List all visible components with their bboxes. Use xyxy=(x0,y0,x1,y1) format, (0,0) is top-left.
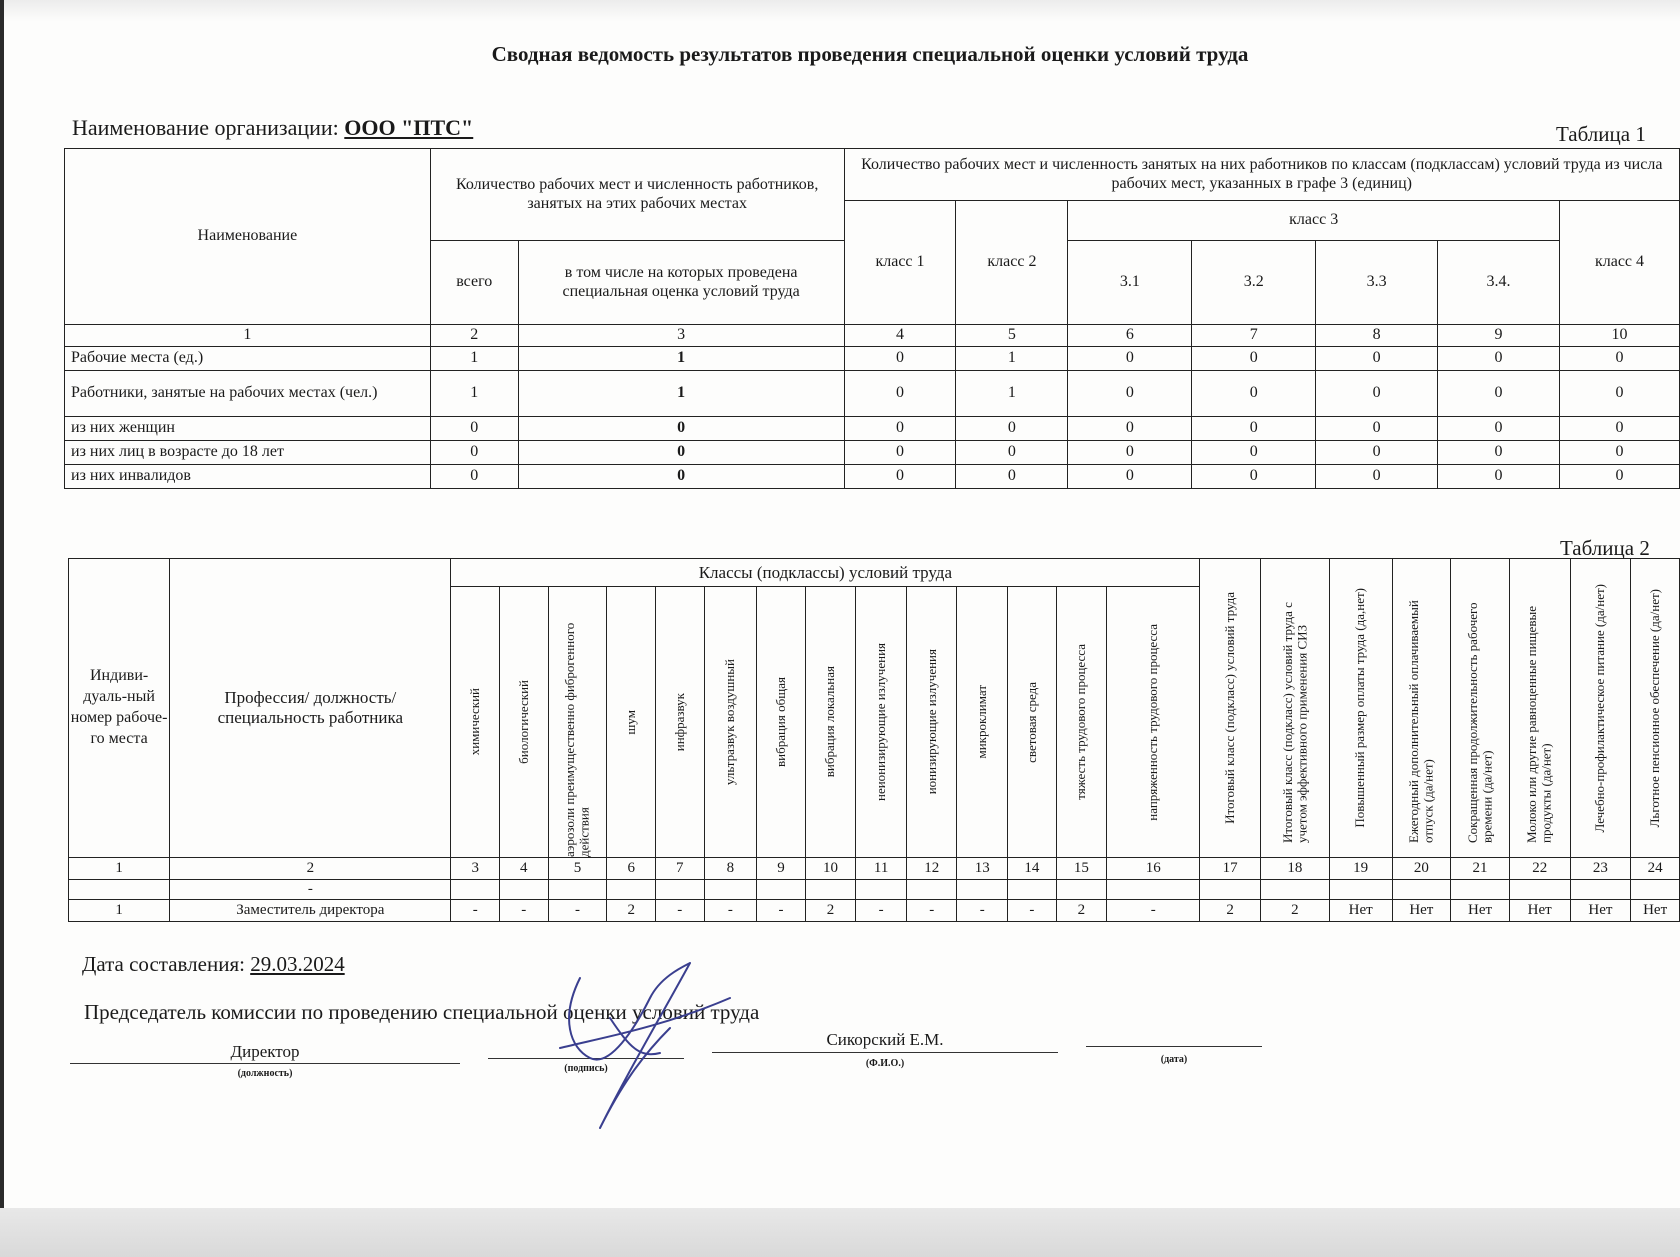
cell: 2 xyxy=(1056,900,1107,922)
cell: 0 xyxy=(1438,347,1560,371)
cell: 0 xyxy=(1316,417,1438,441)
factor-header xyxy=(500,587,549,858)
cell: 1 xyxy=(430,347,518,371)
header-extra-text: Лечебно-профилактическое питание (да/нет) xyxy=(1592,583,1608,833)
cell: 0 xyxy=(430,465,518,489)
colnum: 15 xyxy=(1056,858,1107,880)
cell: - xyxy=(704,900,757,922)
cell: - xyxy=(548,900,607,922)
factor-text: микроклимат xyxy=(974,685,990,759)
table-row xyxy=(65,465,1680,489)
factor-header xyxy=(548,587,607,858)
position-line xyxy=(70,1063,460,1064)
cell: 0 xyxy=(1560,347,1680,371)
scan-shadow-top xyxy=(0,0,1680,22)
factor-header xyxy=(957,587,1008,858)
cell: 0 xyxy=(1316,347,1438,371)
colnum: 9 xyxy=(757,858,806,880)
factor-header xyxy=(704,587,757,858)
colnum: 10 xyxy=(805,858,856,880)
table1-label: Таблица 1 xyxy=(1556,122,1646,146)
factor-header xyxy=(1008,587,1057,858)
header-3-2: 3.2 xyxy=(1192,241,1316,325)
cell: 0 xyxy=(1068,371,1192,417)
cell: - xyxy=(170,880,451,900)
colnum: 13 xyxy=(957,858,1008,880)
cell: - xyxy=(500,900,549,922)
header-classes: Классы (подклассы) условий труда xyxy=(451,559,1200,587)
cell: 0 xyxy=(844,417,956,441)
header-class1: класс 1 xyxy=(844,201,956,325)
factor-header xyxy=(1107,587,1200,858)
colnum: 24 xyxy=(1631,858,1680,880)
organization-name: ООО "ПТС" xyxy=(344,115,474,140)
handwritten-signature xyxy=(540,958,740,1138)
cell: 1 xyxy=(69,900,170,922)
cell: 2 xyxy=(1260,900,1329,922)
header-group1: Количество рабочих мест и численность работников, занятых на этих рабочих местах xyxy=(430,149,844,241)
cell: 1 xyxy=(956,371,1068,417)
cell: 0 xyxy=(518,465,844,489)
position-caption: (должность) xyxy=(237,1068,293,1079)
cell: 0 xyxy=(1438,417,1560,441)
fio-caption: (Ф.И.О.) xyxy=(865,1058,905,1069)
commission-chair-caption: Председатель комиссии по проведению специальной оценки условий труда xyxy=(84,1000,760,1024)
factor-header xyxy=(805,587,856,858)
table-row xyxy=(65,371,1680,417)
cell: Нет xyxy=(1509,900,1570,922)
cell: 0 xyxy=(1316,371,1438,417)
factor-text: напряженность трудового процесса xyxy=(1145,623,1161,821)
factor-text: неионизирующие излучения xyxy=(872,643,888,801)
cell: 0 xyxy=(1068,441,1192,465)
table-row xyxy=(69,900,1680,922)
workplace-table xyxy=(68,558,1680,922)
cell: 0 xyxy=(844,441,956,465)
colnum: 6 xyxy=(1068,325,1192,347)
table2-label: Таблица 2 xyxy=(1560,536,1650,560)
date-caption: (дата) xyxy=(1160,1054,1188,1065)
factor-header xyxy=(656,587,705,858)
colnum: 8 xyxy=(704,858,757,880)
colnum: 1 xyxy=(69,858,170,880)
cell: 0 xyxy=(956,417,1068,441)
cell: - xyxy=(451,900,500,922)
colnum: 14 xyxy=(1008,858,1057,880)
row-name: Работники, занятые на рабочих местах (чел.) xyxy=(65,371,431,417)
factor-text: шум xyxy=(623,709,639,735)
scan-edge xyxy=(0,0,4,1257)
colnum: 7 xyxy=(656,858,705,880)
cell: 0 xyxy=(430,417,518,441)
header-extra-text: Повышенный размер оплаты труда (да,нет) xyxy=(1352,588,1368,828)
table-row xyxy=(69,880,1680,900)
cell: 1 xyxy=(956,347,1068,371)
colnum: 11 xyxy=(856,858,907,880)
signer-fio: Сикорский Е.М. xyxy=(826,1030,944,1049)
colnum: 12 xyxy=(906,858,957,880)
colnum: 4 xyxy=(500,858,549,880)
colnum: 9 xyxy=(1438,325,1560,347)
colnum: 2 xyxy=(170,858,451,880)
cell: 0 xyxy=(1438,441,1560,465)
header-total: всего xyxy=(430,241,518,325)
date-line xyxy=(1086,1046,1262,1047)
factor-text: ионизирующие излучения xyxy=(923,649,939,795)
factor-text: световая среда xyxy=(1023,681,1039,763)
cell: 0 xyxy=(1560,371,1680,417)
cell: 0 xyxy=(1560,441,1680,465)
header-extra-24 xyxy=(1631,559,1680,858)
header-extra-18 xyxy=(1260,559,1329,858)
cell: - xyxy=(757,900,806,922)
table-row xyxy=(65,441,1680,465)
cell: 0 xyxy=(518,417,844,441)
summary-table xyxy=(64,148,1680,489)
header-extra-text: Итоговый класс (подкласс) условий труда с учетом эффективного применения СИЗ xyxy=(1279,602,1309,843)
cell xyxy=(69,880,170,900)
cell: 0 xyxy=(1560,465,1680,489)
colnum: 17 xyxy=(1200,858,1261,880)
cell: 1 xyxy=(430,371,518,417)
header-extra-22 xyxy=(1509,559,1570,858)
colnum: 23 xyxy=(1570,858,1631,880)
header-name: Наименование xyxy=(65,149,431,325)
cell: 2 xyxy=(805,900,856,922)
factor-text: вибрация общая xyxy=(772,677,788,767)
header-extra-23 xyxy=(1570,559,1631,858)
colnum: 18 xyxy=(1260,858,1329,880)
colnum: 5 xyxy=(956,325,1068,347)
factor-text: ультразвук воздушный xyxy=(722,658,738,786)
row-name: из них инвалидов xyxy=(65,465,431,489)
cell: Нет xyxy=(1451,900,1510,922)
cell: 0 xyxy=(844,371,956,417)
cell: 0 xyxy=(1192,441,1316,465)
cell: 0 xyxy=(518,441,844,465)
compile-date-value: 29.03.2024 xyxy=(250,952,345,976)
cell: 0 xyxy=(844,465,956,489)
header-extra-text: Молоко или другие равноценные пищевые продукты (да/нет) xyxy=(1524,606,1554,843)
cell: 0 xyxy=(1560,417,1680,441)
table-row xyxy=(65,347,1680,371)
colnum: 5 xyxy=(548,858,607,880)
colnum: 6 xyxy=(607,858,656,880)
header-group2: Количество рабочих мест и численность занятых на них работников по классам (подклассам) условий труда из числа рабочих мест, указанных в графе 3 (единиц) xyxy=(844,149,1679,201)
cell: 0 xyxy=(1068,417,1192,441)
header-3-3: 3.3 xyxy=(1316,241,1438,325)
factor-text: химический xyxy=(467,688,483,756)
factor-header xyxy=(607,587,656,858)
cell: Нет xyxy=(1631,900,1680,922)
colnum: 7 xyxy=(1192,325,1316,347)
column-numbers-row xyxy=(69,858,1680,880)
cell: 0 xyxy=(430,441,518,465)
cell: - xyxy=(656,900,705,922)
header-assessed: в том числе на которых проведена специальная оценка условий труда xyxy=(518,241,844,325)
cell: 0 xyxy=(844,347,956,371)
colnum: 3 xyxy=(518,325,844,347)
row-name: Рабочие места (ед.) xyxy=(65,347,431,371)
factor-text: вибрация локальная xyxy=(822,666,838,778)
colnum: 10 xyxy=(1560,325,1680,347)
row-name: из них женщин xyxy=(65,417,431,441)
column-numbers-row xyxy=(65,325,1680,347)
factor-header xyxy=(757,587,806,858)
colnum: 22 xyxy=(1509,858,1570,880)
header-workplace-id: Индиви-дуаль-ный номер рабоче-го места xyxy=(69,559,170,858)
header-extra-text: Льготное пенсионное обеспечение (да/нет) xyxy=(1646,588,1662,828)
factor-header xyxy=(451,587,500,858)
cell: - xyxy=(1107,900,1200,922)
cell: Нет xyxy=(1392,900,1451,922)
factor-header xyxy=(856,587,907,858)
cell: 0 xyxy=(1438,371,1560,417)
fio-line xyxy=(712,1052,1058,1053)
cell: 0 xyxy=(956,465,1068,489)
colnum: 1 xyxy=(65,325,431,347)
colnum: 19 xyxy=(1329,858,1392,880)
cell: 0 xyxy=(1192,371,1316,417)
cell: - xyxy=(856,900,907,922)
cell: Заместитель директора xyxy=(170,900,451,922)
header-extra-21 xyxy=(1451,559,1510,858)
header-3-1: 3.1 xyxy=(1068,241,1192,325)
colnum: 3 xyxy=(451,858,500,880)
cell: Нет xyxy=(1570,900,1631,922)
header-extra-17 xyxy=(1200,559,1261,858)
cell: 0 xyxy=(1068,347,1192,371)
cell: 2 xyxy=(607,900,656,922)
header-extra-19 xyxy=(1329,559,1392,858)
cell: - xyxy=(957,900,1008,922)
colnum: 20 xyxy=(1392,858,1451,880)
header-class2: класс 2 xyxy=(956,201,1068,325)
compile-date-label: Дата составления: xyxy=(82,952,245,976)
cell: 0 xyxy=(956,441,1068,465)
cell: 0 xyxy=(1316,465,1438,489)
cell: - xyxy=(906,900,957,922)
signer-position: Директор xyxy=(230,1042,300,1061)
cell: - xyxy=(1008,900,1057,922)
colnum: 8 xyxy=(1316,325,1438,347)
header-profession: Профессия/ должность/ специальность работника xyxy=(170,559,451,858)
header-class4: класс 4 xyxy=(1560,201,1680,325)
factor-text: аэрозоли преимущественно фиброгенного действия xyxy=(562,622,592,857)
cell: Нет xyxy=(1329,900,1392,922)
colnum: 21 xyxy=(1451,858,1510,880)
scan-shadow-bottom xyxy=(0,1208,1680,1257)
document-title: Сводная ведомость результатов проведения специальной оценки условий труда xyxy=(491,42,1249,66)
cell: 1 xyxy=(518,347,844,371)
factor-header xyxy=(906,587,957,858)
factor-header xyxy=(1056,587,1107,858)
cell: 0 xyxy=(1068,465,1192,489)
header-extra-text: Сокращенная продолжительность рабочего времени (да/нет) xyxy=(1464,602,1494,843)
colnum: 4 xyxy=(844,325,956,347)
colnum: 2 xyxy=(430,325,518,347)
header-extra-text: Ежегодный дополнительный оплачиваемый отпуск (да/нет) xyxy=(1406,600,1436,843)
signature-caption: (подпись) xyxy=(564,1063,608,1074)
header-class3: класс 3 xyxy=(1068,201,1560,241)
cell: 1 xyxy=(518,371,844,417)
cell: 2 xyxy=(1200,900,1261,922)
cell: 0 xyxy=(1438,465,1560,489)
cell: 0 xyxy=(1192,465,1316,489)
organization-line xyxy=(72,115,473,141)
factor-text: тяжесть трудового процесса xyxy=(1073,644,1089,800)
cell: 0 xyxy=(1192,417,1316,441)
header-3-4: 3.4. xyxy=(1438,241,1560,325)
header-extra-20 xyxy=(1392,559,1451,858)
factor-text: инфразвук xyxy=(671,692,687,752)
cell: 0 xyxy=(1316,441,1438,465)
header-extra-text: Итоговый класс (подкласс) условий труда xyxy=(1221,592,1237,824)
organization-label: Наименование организации: xyxy=(72,115,339,140)
colnum: 16 xyxy=(1107,858,1200,880)
table-row xyxy=(65,417,1680,441)
compile-date-line xyxy=(82,952,345,977)
row-name: из них лиц в возрасте до 18 лет xyxy=(65,441,431,465)
cell: 0 xyxy=(1192,347,1316,371)
factor-text: биологический xyxy=(515,680,531,764)
